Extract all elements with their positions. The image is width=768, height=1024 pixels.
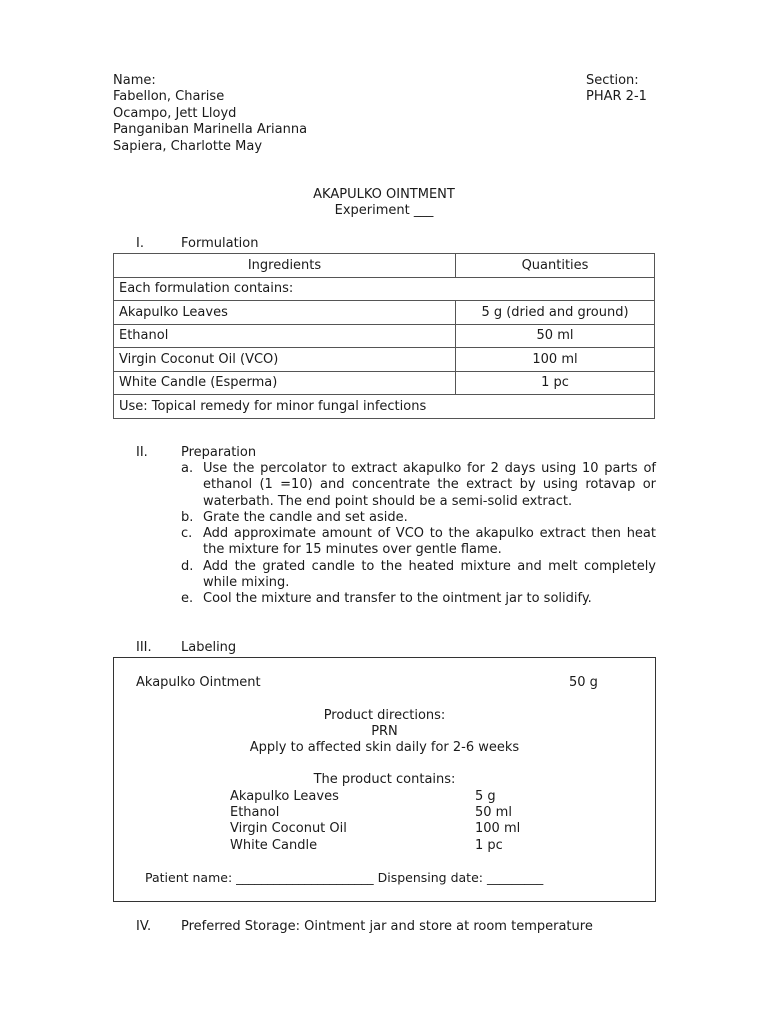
step-text: Use the percolator to extract akapulko for 2 days using 10 parts of ethanol (1 =10) and concentrate the extract by using rotavap or waterbath. The end point should be a semi-solid extract. (203, 461, 656, 509)
column-header-quantities: Quantities (456, 254, 655, 278)
content-qty: 1 pc (475, 838, 503, 853)
quantity-cell: 100 ml (456, 348, 655, 372)
section-heading: Formulation (181, 236, 259, 251)
list-item (181, 510, 656, 526)
contains-title: The product contains: (313, 772, 456, 787)
content-name: Virgin Coconut Oil (230, 821, 347, 836)
step-marker: d. (181, 558, 194, 574)
quantity-cell: 50 ml (456, 324, 655, 348)
product-weight: 50 g (569, 675, 598, 690)
member-name: Sapiera, Charlotte May (113, 138, 263, 154)
section-numeral: II. (136, 445, 148, 460)
ingredient-cell: White Candle (Esperma) (114, 371, 456, 395)
name-label: Name: (113, 73, 156, 88)
content-name: Akapulko Leaves (230, 789, 339, 804)
step-marker: a. (181, 461, 194, 476)
table-row (114, 277, 655, 301)
section-numeral: III. (136, 640, 152, 655)
section-heading: Preparation (181, 445, 257, 460)
step-text: Add the grated candle to the heated mixture and melt completely while mixing. (203, 558, 656, 591)
list-item (181, 526, 656, 559)
experiment-line: Experiment ___ (334, 203, 434, 218)
step-marker: e. (181, 591, 194, 607)
ingredient-cell: Virgin Coconut Oil (VCO) (114, 348, 456, 372)
quantity-cell: 5 g (dried and ground) (456, 301, 655, 325)
member-name: Panganiban Marinella Arianna (113, 122, 308, 137)
table-row (114, 371, 655, 395)
member-name: Fabellon, Charise (113, 89, 225, 104)
step-text: Add approximate amount of VCO to the akapulko extract then heat the mixture for 15 minutes over gentle flame. (203, 526, 656, 558)
document-title: AKAPULKO OINTMENT (313, 187, 455, 202)
step-text: Cool the mixture and transfer to the ointment jar to solidify. (203, 591, 592, 607)
step-marker: b. (181, 509, 194, 525)
content-qty: 100 ml (475, 821, 521, 836)
table-row (114, 348, 655, 372)
ingredient-cell: Ethanol (114, 324, 456, 348)
member-name: Ocampo, Jett Lloyd (113, 105, 237, 121)
quantity-cell: 1 pc (456, 371, 655, 395)
formulation-intro: Each formulation contains: (114, 277, 655, 301)
column-header-ingredients: Ingredients (114, 254, 456, 278)
formulation-use: Use: Topical remedy for minor fungal infections (114, 395, 655, 419)
section-numeral: I. (136, 236, 144, 251)
patient-dispensing-line: Patient name: ______________________ Dispensing date: _________ (145, 870, 544, 885)
content-qty: 50 ml (475, 805, 512, 820)
step-text: Grate the candle and set aside. (203, 509, 408, 525)
list-item (181, 591, 656, 607)
table-header-row (114, 254, 655, 278)
table-row (114, 324, 655, 348)
section-label: Section: (586, 73, 639, 88)
section-value: PHAR 2-1 (586, 89, 647, 104)
list-item (181, 461, 656, 510)
content-qty: 5 g (475, 789, 496, 804)
content-name: White Candle (230, 838, 318, 853)
member-list (113, 89, 307, 155)
product-label-box (113, 657, 656, 902)
directions-text: Apply to affected skin daily for 2-6 weeks (249, 740, 520, 755)
table-row (114, 301, 655, 325)
directions-prn: PRN (371, 724, 398, 739)
storage-text: Preferred Storage: Ointment jar and store at room temperature (181, 919, 593, 934)
list-item (181, 559, 656, 592)
directions-title: Product directions: (323, 708, 446, 723)
section-numeral: IV. (136, 919, 152, 934)
formulation-table (113, 253, 655, 419)
content-name: Ethanol (230, 805, 280, 820)
ingredient-cell: Akapulko Leaves (114, 301, 456, 325)
table-row (114, 395, 655, 419)
section-heading: Labeling (181, 640, 237, 655)
step-marker: c. (181, 526, 193, 542)
product-name: Akapulko Ointment (136, 675, 261, 690)
preparation-steps (181, 461, 656, 608)
